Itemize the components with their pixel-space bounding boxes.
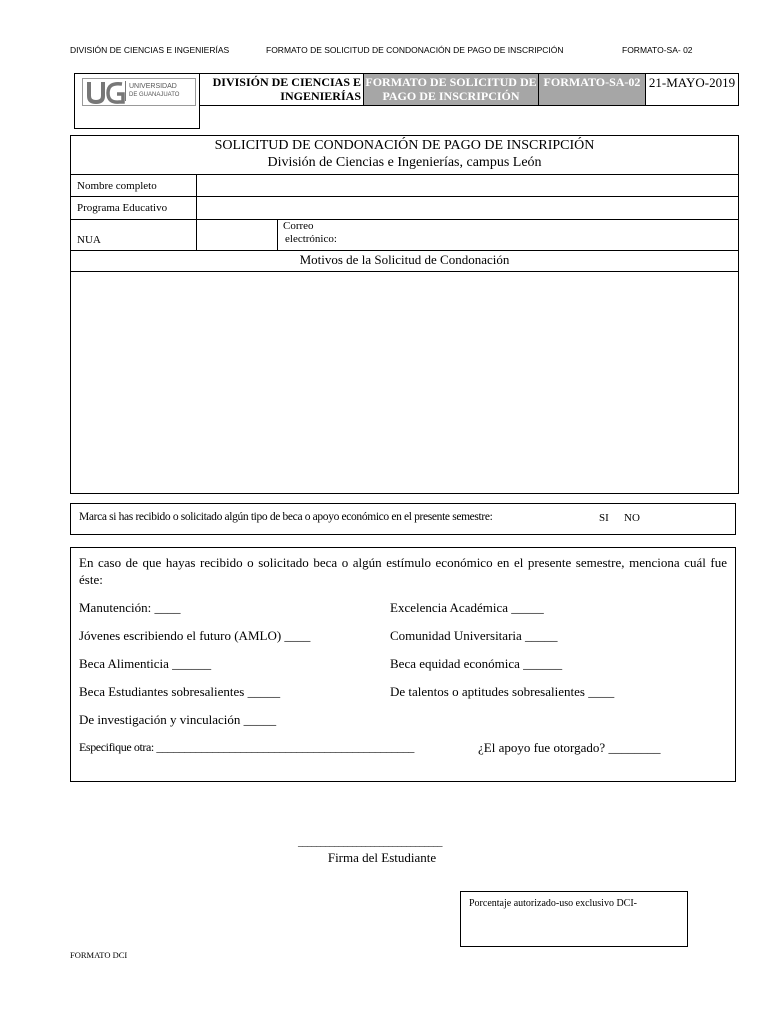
logo-text-line1: UNIVERSIDAD <box>129 83 177 90</box>
header-format-title <box>363 75 539 103</box>
signature-label: Firma del Estudiante <box>327 850 437 865</box>
name-field[interactable] <box>198 176 736 195</box>
scholarship-option[interactable]: Beca equidad económica ______ <box>390 656 563 671</box>
nua-label: NUA <box>77 234 101 246</box>
email-label-line1: Correo <box>283 220 314 232</box>
nua-field[interactable] <box>198 221 275 248</box>
running-header-code: FORMATO-SA- 02 <box>622 45 693 55</box>
scholarship-details-intro: En caso de que hayas recibido o solicitado beca o algún estímulo económico en el presente semestre, menciona cuál fue éste: <box>79 555 727 587</box>
signature-line[interactable]: ________________________________ <box>298 837 442 848</box>
scholarship-question-text: Marca si has recibido o solicitado algún tipo de beca o apoyo económico en el presente semestre: <box>79 511 493 523</box>
logo-divider <box>125 81 126 101</box>
row-divider <box>70 219 739 220</box>
scholarship-option[interactable]: Beca Alimenticia ______ <box>79 656 212 671</box>
column-divider <box>277 219 278 250</box>
reasons-textarea[interactable] <box>72 273 737 492</box>
option-yes[interactable]: SI <box>599 512 609 524</box>
scholarship-option[interactable]: Beca Estudiantes sobresalientes _____ <box>79 684 281 699</box>
scholarship-option[interactable]: De talentos o aptitudes sobresalientes ____ <box>390 684 615 699</box>
scholarship-option[interactable]: Comunidad Universitaria _____ <box>390 628 558 643</box>
form-title: SOLICITUD DE CONDONACIÓN DE PAGO DE INSCRIPCIÓN <box>214 138 595 153</box>
support-granted-field[interactable]: ¿El apoyo fue otorgado? ________ <box>478 740 661 755</box>
ug-logo-icon <box>86 80 126 104</box>
row-divider <box>70 196 739 197</box>
header-division-line2: INGENIERÍAS <box>280 89 361 103</box>
header-division <box>199 75 361 103</box>
email-label-line2: electrónico: <box>285 233 337 245</box>
program-label: Programa Educativo <box>77 202 168 214</box>
header-format-line1: FORMATO DE SOLICITUD DE <box>365 75 537 89</box>
scholarship-option[interactable]: Manutención: ____ <box>79 600 181 615</box>
email-label <box>283 220 337 246</box>
header-division-line1: DIVISIÓN DE CIENCIAS E <box>212 75 361 89</box>
email-field[interactable] <box>350 221 736 248</box>
form-subtitle: División de Ciencias e Ingenierías, campus León <box>267 155 542 170</box>
scholarship-option[interactable]: Jóvenes escribiendo el futuro (AMLO) ____ <box>79 628 311 643</box>
university-logo <box>82 78 196 106</box>
option-no[interactable]: NO <box>624 512 640 524</box>
column-divider <box>196 174 197 250</box>
dci-box-label: Porcentaje autorizado-uso exclusivo DCI- <box>469 898 638 909</box>
row-divider <box>70 174 739 175</box>
footer-label: FORMATO DCI <box>70 950 128 960</box>
scholarship-option[interactable]: Excelencia Académica _____ <box>390 600 544 615</box>
form-heading <box>70 137 739 171</box>
running-header-division: DIVISIÓN DE CIENCIAS E INGENIERÍAS <box>70 45 230 55</box>
program-field[interactable] <box>198 198 736 217</box>
logo-text-line2: DE GUANAJUATO <box>129 92 180 98</box>
scholarship-option[interactable]: De investigación y vinculación _____ <box>79 712 277 727</box>
header-format-line2: PAGO DE INSCRIPCIÓN <box>382 89 520 103</box>
row-divider <box>70 250 739 251</box>
header-format-code: FORMATO-SA-02 <box>543 75 641 89</box>
reasons-title: Motivos de la Solicitud de Condonación <box>299 252 510 267</box>
name-label: Nombre completo <box>77 180 157 192</box>
other-specify-field[interactable]: Especifique otra: ______________________________________________ <box>79 740 415 754</box>
header-date: 21-MAYO-2019 <box>648 75 736 90</box>
row-divider <box>70 271 739 272</box>
running-header-format-title: FORMATO DE SOLICITUD DE CONDONACIÓN DE PAGO DE INSCRIPCIÓN <box>266 45 564 55</box>
